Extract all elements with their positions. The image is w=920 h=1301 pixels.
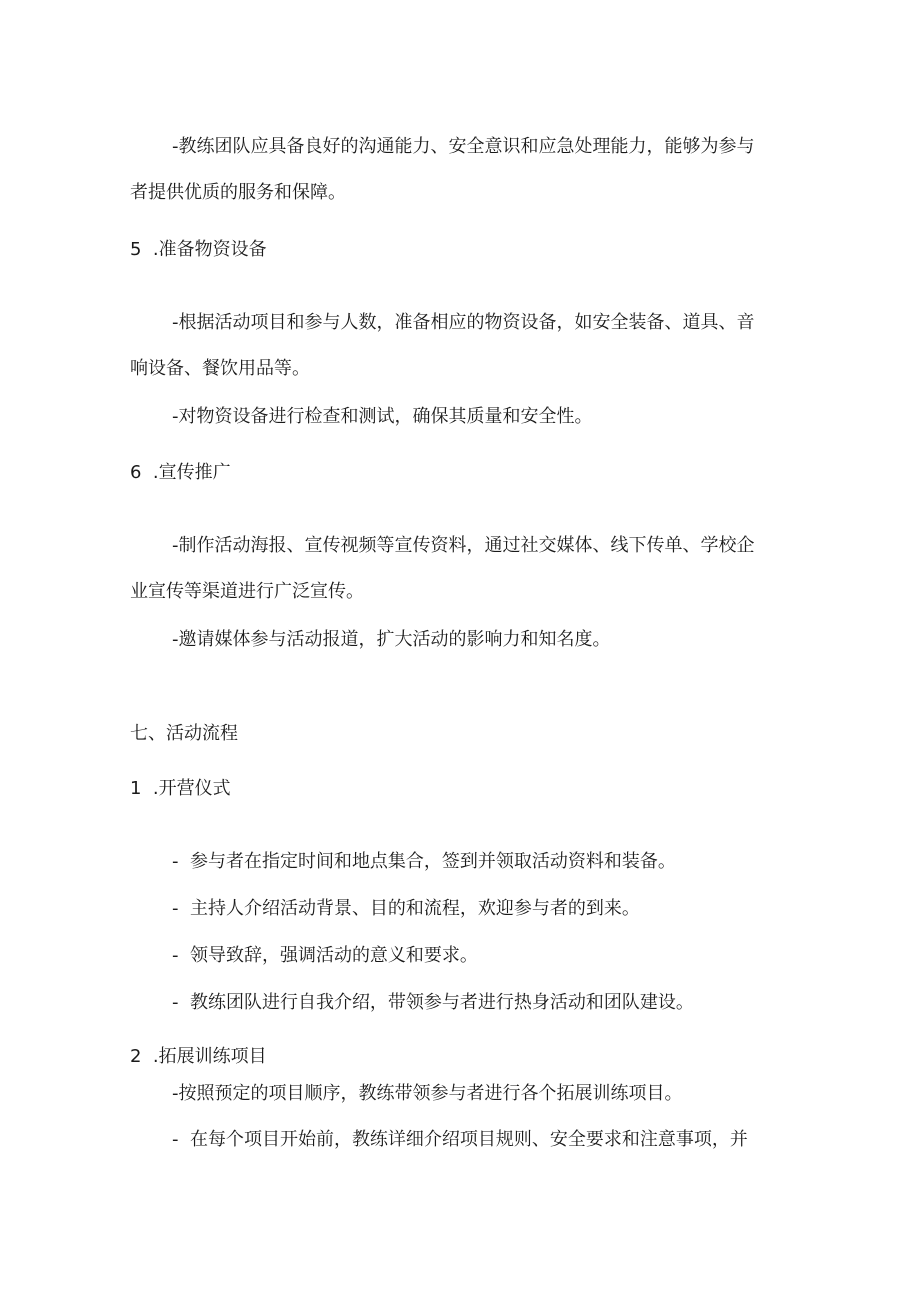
list-item-5: - 在每个项目开始前，教练详细介绍项目规则、安全要求和注意事项，并 xyxy=(172,1129,748,1150)
text-line-4: 响设备、餐饮用品等。 xyxy=(130,358,310,379)
section-heading-5: 5 .准备物资设备 xyxy=(130,239,267,260)
section-heading-1: 1 .开营仪式 xyxy=(130,778,231,799)
text-line-2: 者提供优质的服务和保障。 xyxy=(130,182,346,203)
text-line-6: -制作活动海报、宣传视频等宣传资料，通过社交媒体、线下传单、学校企 xyxy=(172,535,755,556)
chapter-heading: 七、活动流程 xyxy=(130,723,238,744)
list-item-4: - 教练团队进行自我介绍，带领参与者进行热身活动和团队建设。 xyxy=(172,992,694,1013)
text-line-5: -对物资设备进行检查和测试，确保其质量和安全性。 xyxy=(172,406,593,427)
text-line-1: -教练团队应具备良好的沟通能力、安全意识和应急处理能力，能够为参与 xyxy=(172,136,755,157)
list-item-2: - 主持人介绍活动背景、目的和流程，欢迎参与者的到来。 xyxy=(172,898,640,919)
section-heading-6: 6 .宣传推广 xyxy=(130,462,231,483)
text-line-9: -按照预定的项目顺序，教练带领参与者进行各个拓展训练项目。 xyxy=(172,1083,683,1104)
list-item-1: - 参与者在指定时间和地点集合，签到并领取活动资料和装备。 xyxy=(172,851,676,872)
text-line-7: 业宣传等渠道进行广泛宣传。 xyxy=(130,581,364,602)
text-line-8: -邀请媒体参与活动报道，扩大活动的影响力和知名度。 xyxy=(172,629,611,650)
section-heading-2: 2 .拓展训练项目 xyxy=(130,1046,267,1067)
text-line-3: -根据活动项目和参与人数，准备相应的物资设备，如安全装备、道具、音 xyxy=(172,312,755,333)
list-item-3: - 领导致辞，强调活动的意义和要求。 xyxy=(172,945,478,966)
